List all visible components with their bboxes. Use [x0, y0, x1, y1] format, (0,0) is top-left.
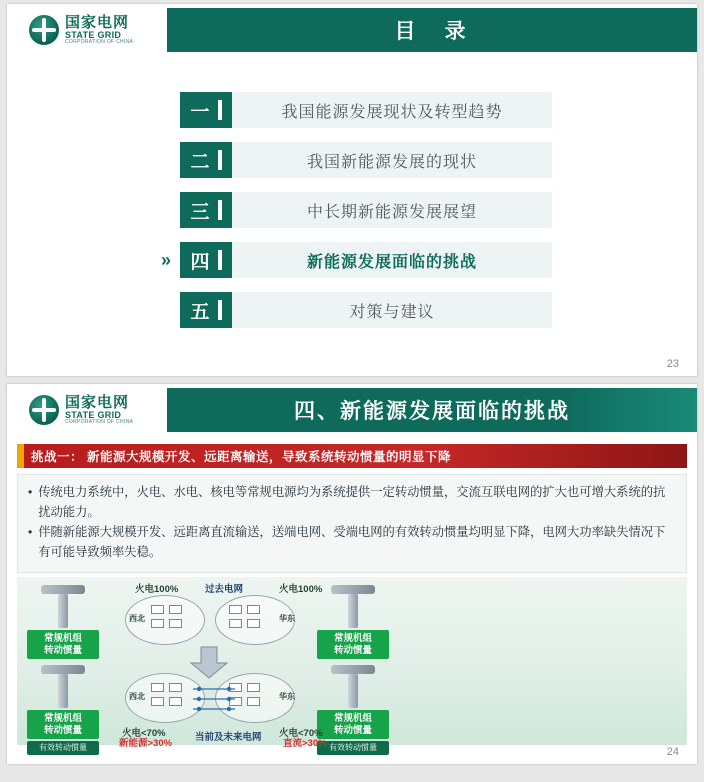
toc-label-4: 新能源发展面临的挑战	[232, 242, 552, 278]
toc-number-2	[180, 142, 232, 178]
figure-label-bottom-right-dc: 直流>30%	[283, 737, 327, 749]
generator-bottom-left-title: 常规机组	[43, 712, 82, 724]
figure-label-west-north-2: 西北	[129, 691, 145, 701]
bullet-text-1: 传统电力系统中，火电、水电、核电等常规电源均为系统提供一定转动惯量，交流互联电网的扩大也可增大系统的抗扰动能力。	[38, 485, 666, 519]
figure-cell	[229, 605, 242, 614]
figure-label-bottom-left-new: 新能源>30%	[119, 737, 173, 749]
slide2-title: 四、新能源发展面临的挑战	[294, 400, 570, 423]
toc-number-5	[180, 292, 232, 328]
toc-list	[7, 56, 697, 328]
logo-english-name: STATE GRID	[65, 29, 122, 40]
toc-number-4-text: 四	[190, 251, 210, 273]
figure-cell	[151, 683, 164, 692]
generator-bottom-left-box	[27, 710, 99, 740]
toc-item-2[interactable]	[7, 142, 697, 178]
figure-cell	[169, 605, 182, 614]
generator-bottom-right-title: 常规机组	[333, 712, 372, 724]
generator-bottom-left-cap	[41, 665, 85, 674]
slide2-page-number: 24	[666, 746, 679, 758]
toc-number-1	[180, 92, 232, 128]
logo-text-2	[65, 395, 133, 425]
figure-cell	[151, 697, 164, 706]
toc-label-5: 对策与建议	[232, 292, 552, 328]
generator-top-left-sub: 转动惯量	[43, 644, 82, 656]
slide2-header	[7, 384, 697, 436]
toc-label-3: 中长期新能源发展展望	[232, 192, 552, 228]
figure-cell	[151, 605, 164, 614]
figure-cell	[151, 619, 164, 628]
toc-item-4[interactable]	[7, 242, 697, 278]
generator-bottom-left-shaft	[58, 674, 68, 708]
generator-top-right-sub: 转动惯量	[333, 644, 372, 656]
figure-label-top-mid: 过去电网	[205, 583, 244, 595]
figure-cell	[169, 619, 182, 628]
slide-toc	[7, 4, 697, 376]
toc-item-5[interactable]	[7, 292, 697, 328]
figure-label-west-north: 西北	[129, 613, 145, 623]
generator-top-right	[317, 585, 389, 660]
bullet-item-2	[28, 523, 676, 563]
generator-top-left-box	[27, 630, 99, 660]
slide-challenges	[7, 384, 697, 764]
generator-bottom-right	[317, 665, 389, 756]
bullet-list	[17, 474, 687, 573]
logo-chinese-name: 国家电网	[65, 13, 130, 31]
figure-label-east-china-2: 华东	[279, 691, 295, 701]
toc-label-1: 我国能源发展现状及转型趋势	[232, 92, 552, 128]
generator-bottom-left-sub: 转动惯量	[43, 724, 82, 736]
bullet-dot-icon-1: •	[28, 485, 33, 499]
logo-english-subtitle-2: CORPORATION OF CHINA	[65, 418, 134, 425]
logo-english-name-2: STATE GRID	[65, 409, 122, 420]
state-grid-logo-icon	[29, 15, 59, 45]
bullet-text-2: 伴随新能源大规模开发、远距离直流输送，送端电网、受端电网的有效转动惯量均明显下降，电网大功率缺失情况下有可能导致频率失稳。	[38, 524, 666, 559]
figure-label-bottom-mid: 当前及未来电网	[195, 731, 262, 743]
generator-bottom-right-shaft	[348, 674, 358, 708]
generator-bottom-right-sub: 转动惯量	[333, 724, 372, 736]
generator-bottom-left-legend: 有效转动惯量	[27, 741, 99, 755]
figure-down-arrow-icon	[189, 647, 229, 679]
bullet-dot-icon-2: •	[28, 524, 33, 539]
generator-bottom-left	[27, 665, 99, 756]
toc-number-3	[180, 192, 232, 228]
logo-text	[65, 15, 133, 45]
toc-label-2: 我国新能源发展的现状	[232, 142, 552, 178]
toc-number-5-text: 五	[190, 301, 210, 323]
toc-number-5-bar	[218, 300, 222, 320]
slide1-header	[7, 4, 697, 56]
generator-bottom-right-legend: 有效转动惯量	[317, 741, 389, 755]
figure-dc-link-icon	[189, 683, 259, 723]
figure-cell	[247, 605, 260, 614]
figure-label-top-left-pct: 火电100%	[135, 583, 179, 595]
figure-cell	[169, 683, 182, 692]
state-grid-logo	[7, 15, 133, 45]
toc-number-4-bar	[218, 250, 222, 270]
generator-top-left	[27, 585, 99, 660]
challenge-banner	[17, 444, 687, 468]
figure-label-top-right-pct: 火电100%	[279, 583, 323, 595]
logo-chinese-name-2: 国家电网	[65, 393, 130, 411]
toc-number-2-bar	[218, 150, 222, 170]
toc-number-1-text: 一	[190, 101, 210, 123]
bullet-item-1	[28, 483, 676, 523]
toc-marker-4: »	[160, 249, 171, 270]
challenge-banner-text: 挑战一： 新能源大规模开发、远距离输送，导致系统转动惯量的明显下降	[31, 450, 451, 464]
figure-cell	[229, 619, 242, 628]
logo-english-subtitle: CORPORATION OF CHINA	[65, 38, 134, 45]
generator-bottom-right-cap	[331, 665, 375, 674]
state-grid-logo-icon-2	[29, 395, 59, 425]
figure-label-bottom-right-pct: 火电<70%	[279, 727, 323, 739]
figure-cell	[169, 697, 182, 706]
state-grid-logo-2	[7, 395, 133, 425]
generator-top-right-title: 常规机组	[333, 632, 372, 644]
toc-item-3[interactable]	[7, 192, 697, 228]
generator-top-right-shaft	[348, 594, 358, 628]
toc-item-1[interactable]	[7, 92, 697, 128]
slide1-page-number: 23	[666, 358, 679, 370]
generator-top-right-box	[317, 630, 389, 660]
slide1-title: 目 录	[394, 20, 470, 43]
generator-top-left-shaft	[58, 594, 68, 628]
figure-cell	[247, 619, 260, 628]
toc-number-2-text: 二	[190, 151, 210, 173]
figure-label-east-china: 华东	[279, 613, 295, 623]
generator-top-left-title: 常规机组	[43, 632, 82, 644]
toc-number-3-text: 三	[190, 201, 210, 223]
toc-number-1-bar	[218, 100, 222, 120]
generator-top-left-cap	[41, 585, 85, 594]
toc-number-3-bar	[218, 200, 222, 220]
generator-bottom-right-box	[317, 710, 389, 740]
toc-number-4	[180, 242, 232, 278]
figure-label-bottom-left-pct: 火电<70%	[122, 727, 166, 739]
generator-top-right-cap	[331, 585, 375, 594]
